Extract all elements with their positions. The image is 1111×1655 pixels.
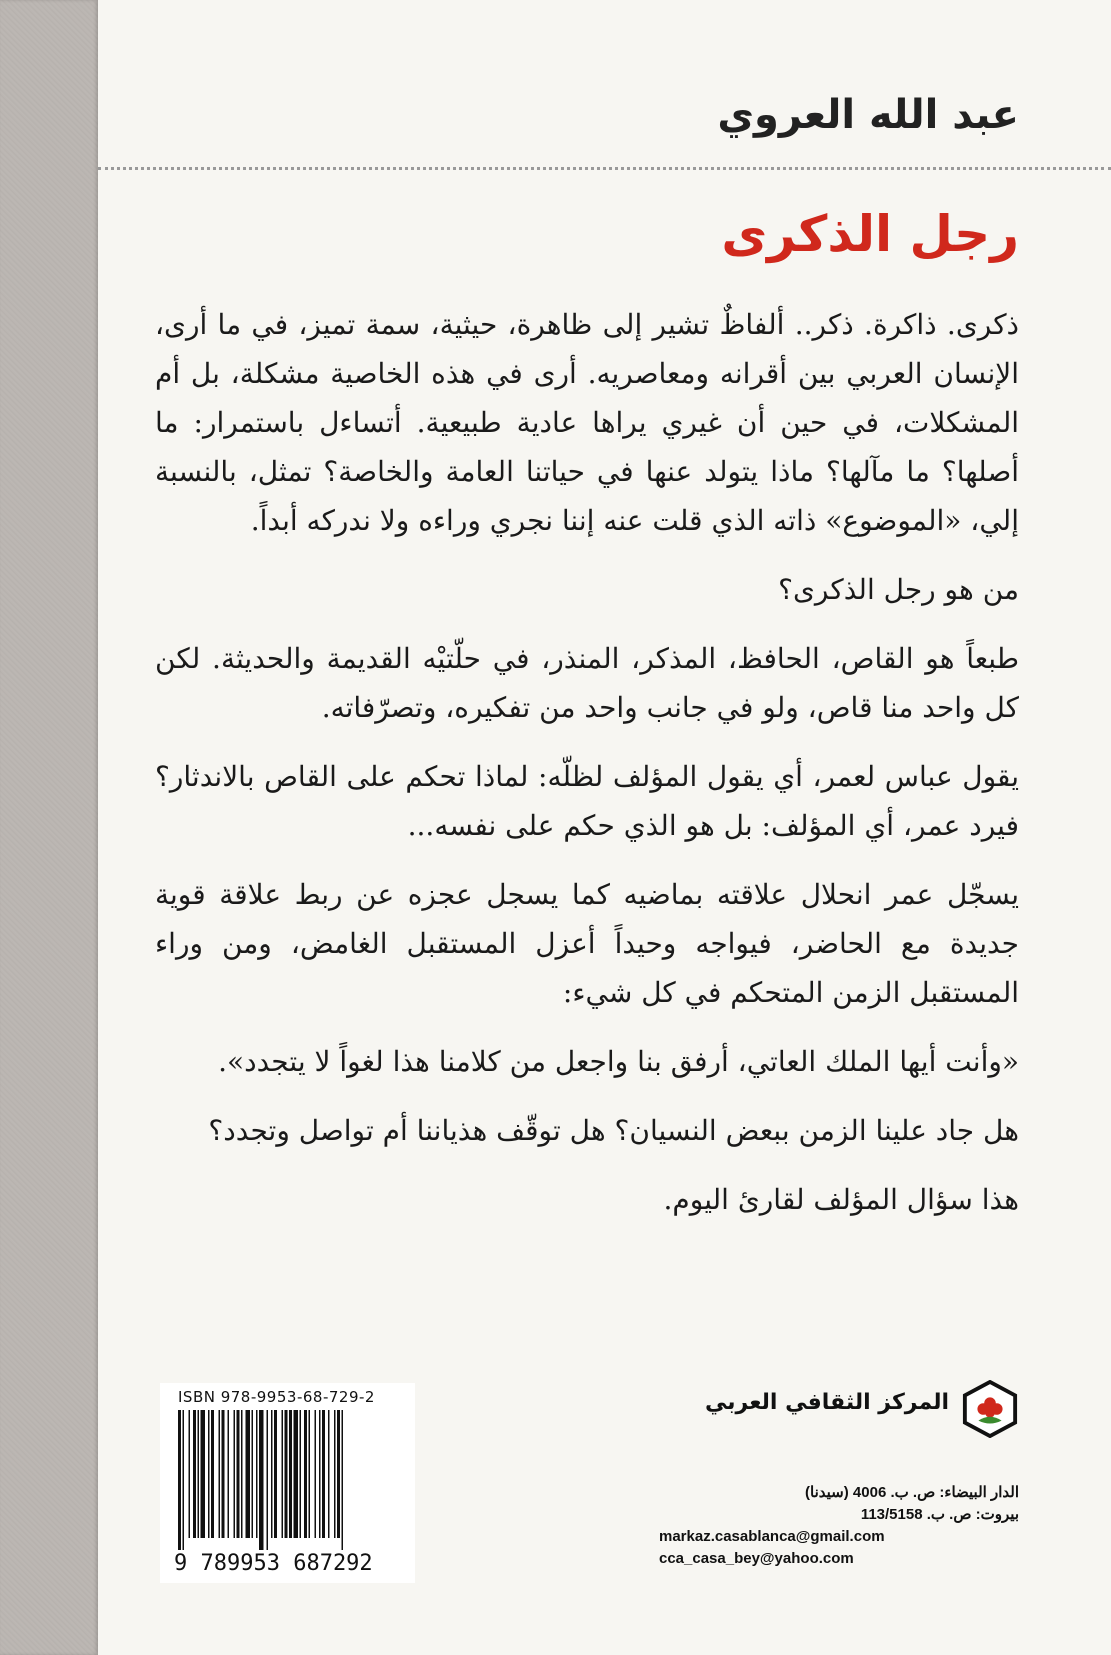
barcode-bar bbox=[304, 1410, 307, 1538]
barcode-digits: 9 789953 687292 bbox=[174, 1551, 373, 1576]
barcode-bar bbox=[237, 1410, 240, 1538]
blurb-paragraph: يقول عباس لعمر، أي يقول المؤلف لظلّه: لماذا تحكم على القاص بالاندثار؟ فيرد عمر، أي المؤلف: بل هو الذي حكم على نفسه... bbox=[155, 760, 1019, 842]
address-casablanca: الدار البيضاء: ص. ب. 4006 (سيدنا) bbox=[805, 1484, 1019, 1501]
barcode-bar bbox=[315, 1410, 317, 1538]
blurb-text bbox=[155, 300, 1019, 1244]
barcode-bar bbox=[193, 1410, 196, 1538]
blurb-quote: «وأنت أيها الملك العاتي، أرفق بنا واجعل من كلامنا هذا لغواً لا يتجدد». bbox=[218, 1045, 1019, 1078]
barcode-bar bbox=[289, 1410, 292, 1538]
barcode-bar bbox=[334, 1410, 336, 1538]
blurb-paragraph: هل جاد علينا الزمن ببعض النسيان؟ هل توقّف هذياننا أم تواصل وتجدد؟ bbox=[208, 1114, 1019, 1147]
divider-rule bbox=[98, 167, 1111, 170]
barcode-bar bbox=[183, 1410, 185, 1550]
barcode-bar bbox=[219, 1410, 221, 1538]
barcode-bar bbox=[228, 1410, 230, 1538]
barcode-bar bbox=[252, 1410, 254, 1538]
email-gmail: markaz.casablanca@gmail.com bbox=[659, 1528, 885, 1545]
barcode-bar bbox=[256, 1410, 258, 1538]
barcode-icon bbox=[178, 1410, 398, 1550]
publisher-name: المركز الثقافي العربي bbox=[705, 1390, 949, 1415]
blurb-paragraph: هذا سؤال المؤلف لقارئ اليوم. bbox=[663, 1183, 1019, 1216]
barcode-bar bbox=[309, 1410, 311, 1538]
flower-logo-icon bbox=[961, 1380, 1019, 1438]
publisher-block bbox=[599, 1380, 1019, 1440]
barcode-bar bbox=[322, 1410, 325, 1538]
author-name: عبد الله العروي bbox=[717, 92, 1019, 138]
isbn-label: ISBN 978-9953-68-729-2 bbox=[178, 1388, 375, 1406]
blurb-paragraph: ذكرى. ذاكرة. ذكر.. ألفاظٌ تشير إلى ظاهرة، حيثية، سمة تميز، في ما أرى، الإنسان العربي بين أقرانه ومعاصريه. أرى في هذه الخاصية مشكلة، بل أم المشكلات، في حين أن غيري يراها عادية طبيعية. أتساءل باستمرار: ما أصلها؟ ما مآلها؟ ماذا يتولد عنها في حياتنا العامة والخاصة؟ تمثل، بالنسبة إلي، «الموضوع» ذاته الذي قلت عنه إننا نجري وراءه ولا ندركه أبداً. bbox=[155, 308, 1020, 537]
blurb-paragraph: من هو رجل الذكرى؟ bbox=[778, 573, 1019, 606]
barcode-bar bbox=[337, 1410, 340, 1538]
barcode-bar bbox=[300, 1410, 302, 1538]
blurb-paragraph: يسجّل عمر انحلال علاقته بماضيه كما يسجل عجزه عن ربط علاقة قوية جديدة مع الحاضر، فيواجه وحيداً أعزل المستقبل الغامض، ومن وراء المستقبل الزمن المتحكم في كل شيء: bbox=[155, 878, 1019, 1009]
barcode-bar bbox=[282, 1410, 284, 1538]
barcode-block bbox=[160, 1383, 415, 1583]
book-title: رجل الذكرى bbox=[721, 205, 1019, 263]
publisher-contact bbox=[659, 1482, 1019, 1570]
barcode-bar bbox=[234, 1410, 236, 1538]
barcode-bar bbox=[271, 1410, 273, 1538]
barcode-bar bbox=[178, 1410, 181, 1550]
email-yahoo: cca_casa_bey@yahoo.com bbox=[659, 1550, 854, 1567]
barcode-bar bbox=[211, 1410, 214, 1538]
barcode-bar bbox=[189, 1410, 191, 1538]
barcode-bar bbox=[201, 1410, 206, 1538]
barcode-bar bbox=[274, 1410, 277, 1538]
barcode-bar bbox=[259, 1410, 264, 1550]
barcode-bar bbox=[267, 1410, 269, 1550]
barcode-bar bbox=[342, 1410, 344, 1550]
barcode-bar bbox=[294, 1410, 299, 1538]
barcode-bar bbox=[246, 1410, 251, 1538]
barcode-bar bbox=[285, 1410, 288, 1538]
barcode-bar bbox=[198, 1410, 200, 1538]
book-spine-strip bbox=[0, 0, 98, 1655]
blurb-paragraph: طبعاً هو القاص، الحافظ، المذكر، المنذر، في حلّتيْه القديمة والحديثة. لكن كل واحد منا قاص، ولو في جانب واحد من تفكيره، وتصرّفاته. bbox=[155, 642, 1019, 724]
barcode-bar bbox=[319, 1410, 321, 1538]
barcode-bar bbox=[328, 1410, 330, 1538]
barcode-bar bbox=[241, 1410, 243, 1538]
barcode-bar bbox=[222, 1410, 225, 1538]
barcode-bar bbox=[208, 1410, 210, 1538]
address-beirut: بيروت: ص. ب. 113/5158 bbox=[860, 1506, 1019, 1523]
